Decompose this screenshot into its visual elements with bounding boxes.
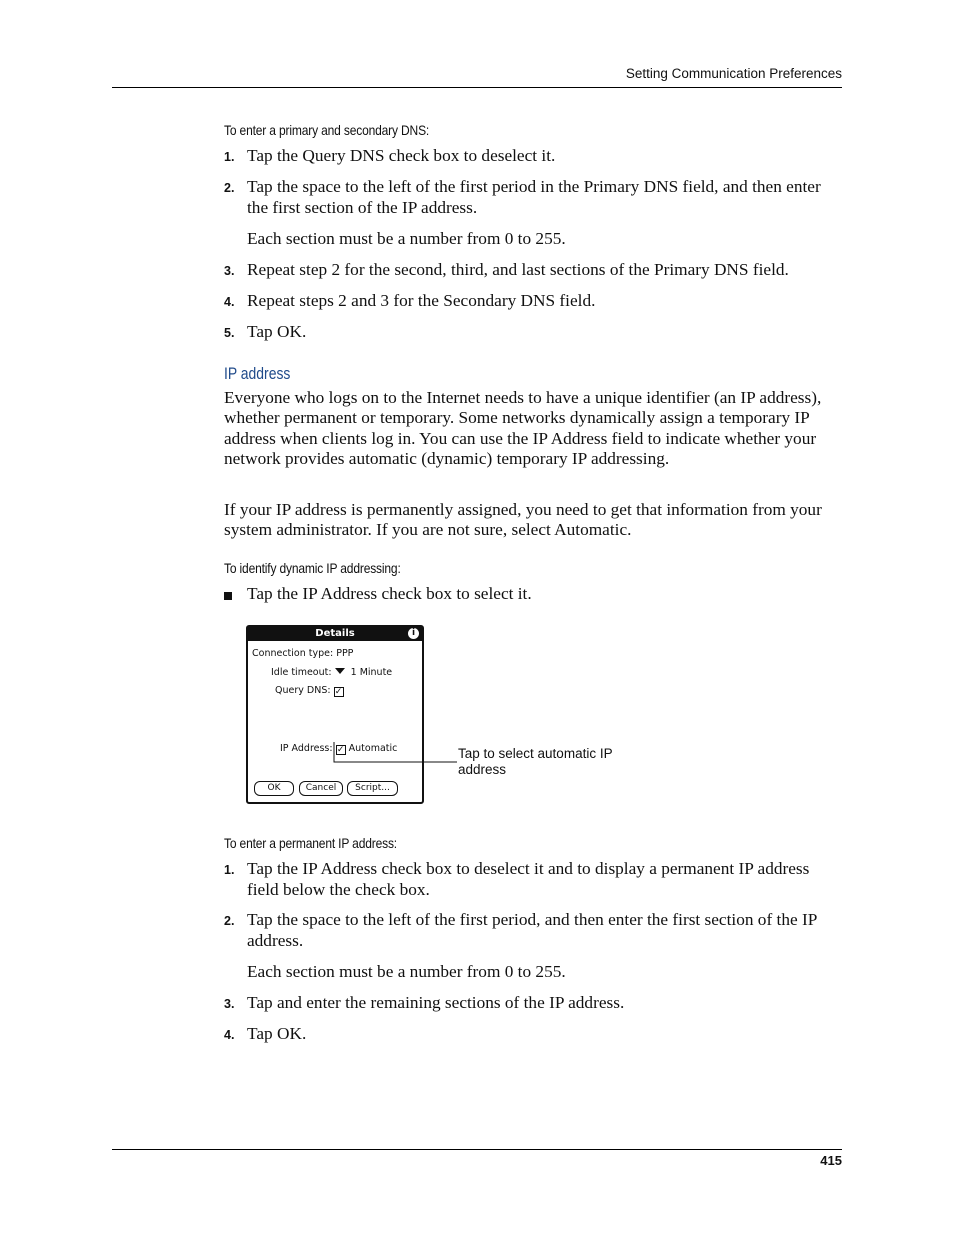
step-number: 3. — [224, 264, 235, 278]
dns-heading: To enter a primary and secondary DNS: — [224, 122, 430, 138]
running-header: Setting Communication Preferences — [625, 66, 842, 81]
ip-address-row: IP Address: ✓ Automatic — [280, 743, 398, 755]
step-text: Repeat steps 2 and 3 for the Secondary DNS field. — [247, 291, 596, 310]
step-number: 4. — [224, 1028, 235, 1042]
step-text: Tap the Query DNS check box to deselect it. — [247, 146, 556, 165]
header-rule — [112, 87, 842, 88]
step-text: Tap the IP Address check box to deselect it and to display a permanent IP address field below the check box. — [247, 859, 810, 899]
connection-type: Connection type: PPP — [252, 648, 354, 659]
step-number: 3. — [224, 997, 235, 1011]
bullet-icon — [224, 592, 232, 600]
ip-automatic-label: Automatic — [348, 743, 398, 754]
query-dns-checkbox: ✓ — [334, 687, 343, 697]
idle-timeout-row: Idle timeout: 1 Minute — [271, 667, 393, 678]
page-number: 415 — [820, 1153, 842, 1168]
step-text: Tap OK. — [247, 322, 307, 341]
dynamic-heading: To identify dynamic IP addressing: — [224, 560, 401, 576]
step-text: Tap and enter the remaining sections of the IP address. — [247, 993, 625, 1012]
info-icon: i — [408, 628, 419, 639]
cancel-button: Cancel — [299, 781, 343, 796]
dialog-title: Details i — [248, 627, 422, 641]
step-number: 2. — [224, 914, 235, 928]
step-number: 5. — [224, 326, 235, 340]
step-note: Each section must be a number from 0 to 255. — [247, 229, 566, 248]
step-text: Repeat step 2 for the second, third, and last sections of the Primary DNS field. — [247, 260, 789, 279]
step-number: 1. — [224, 150, 235, 164]
step-note: Each section must be a number from 0 to 255. — [247, 962, 566, 981]
dropdown-arrow-icon — [335, 668, 345, 674]
step-text: Tap the space to the left of the first period in the Primary DNS field, and then enter the first section of the IP address. — [247, 177, 821, 217]
ok-button: OK — [254, 781, 294, 796]
section-title: IP address — [224, 364, 291, 383]
script-button: Script... — [347, 781, 398, 796]
paragraph: If your IP address is permanently assigned, you need to get that information from your system administrator. If you are not sure, select Automatic. — [224, 500, 822, 540]
idle-timeout-value: 1 Minute — [350, 667, 393, 678]
permanent-heading: To enter a permanent IP address: — [224, 835, 397, 851]
footer-rule — [112, 1149, 842, 1150]
step-number: 1. — [224, 863, 235, 877]
step-text: Tap the space to the left of the first period, and then enter the first section of the IP address. — [247, 910, 817, 950]
query-dns-row: Query DNS: ✓ — [275, 685, 343, 697]
callout-leader-line — [330, 740, 460, 770]
step-number: 4. — [224, 295, 235, 309]
ip-address-checkbox: ✓ — [336, 745, 345, 755]
callout-label: Tap to select automatic IP address — [458, 746, 613, 777]
paragraph: Everyone who logs on to the Internet needs to have a unique identifier (an IP address), whether permanent or temporary. Some networks dynamically assign a temporary IP address when clients log in. You can use the IP Address field to indicate whether your network provides automatic (dynamic) temporary IP addressing. — [224, 388, 822, 468]
step-number: 2. — [224, 181, 235, 195]
bullet-text: Tap the IP Address check box to select it. — [247, 584, 532, 603]
details-dialog-screenshot — [246, 625, 424, 804]
step-text: Tap OK. — [247, 1024, 307, 1043]
